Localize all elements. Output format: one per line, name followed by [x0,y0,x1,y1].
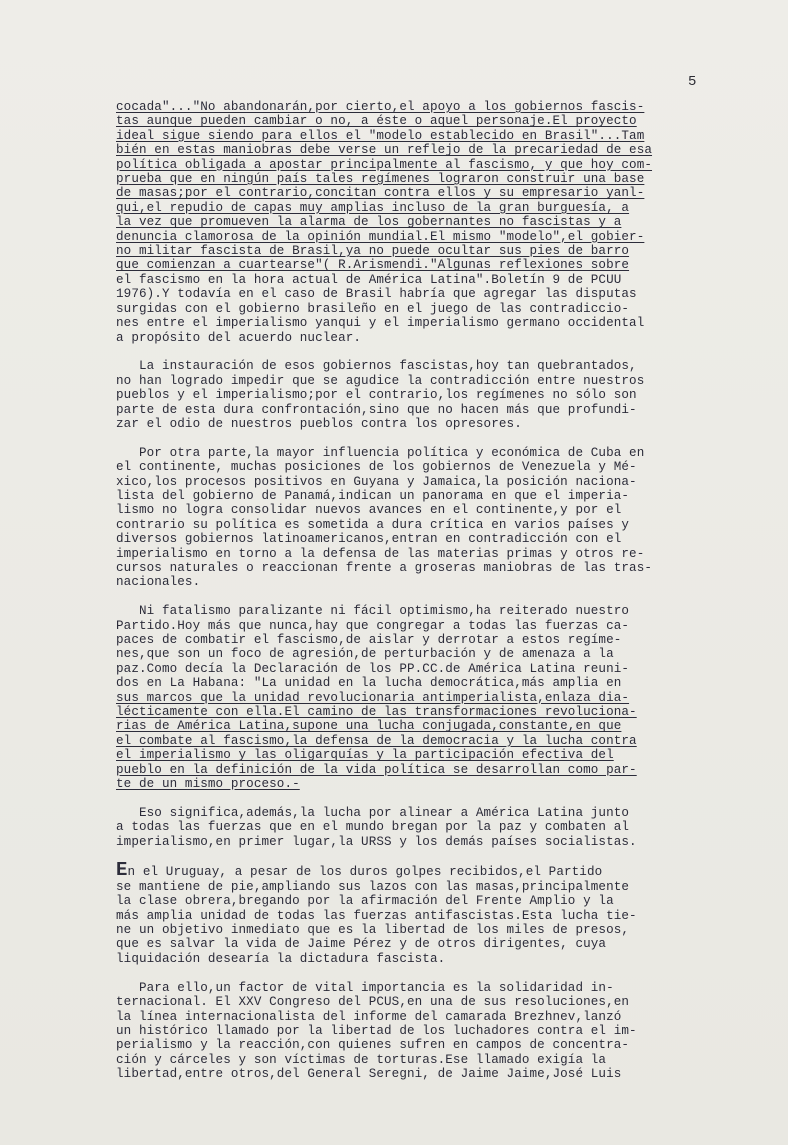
paragraph [116,100,716,345]
text-line: rias de América Latina,supone una lucha conjugada,constante,en que [116,719,622,734]
lead-letter: E [116,859,128,882]
text-line: libertad,entre otros,del General Seregni, de Jaime Jaime,José Luis [116,1067,622,1082]
text-line: un histórico llamado por la libertad de los luchadores contra el im- [116,1023,637,1038]
text-line: se mantiene de pie,ampliando sus lazos con las masas,principalmente [116,879,630,894]
text-line: 1976).Y todavía en el caso de Brasil habría que agregar las disputas [116,287,637,302]
text-line: qui,el repudio de capas muy amplias incluso de la gran burguesía, a [116,200,630,215]
text-line: prueba que en ningún país tales regímenes lograron construir una base [116,172,645,187]
text-line: lécticamente con ella.El camino de las transformaciones revoluciona- [116,705,637,720]
text-line: a todas las fuerzas que en el mundo bregan por la paz y combaten al [116,820,630,835]
text-line: liquidación desearía la dictadura fascista. [116,951,446,966]
paragraph [116,806,716,849]
text-line: sus marcos que la unidad revolucionaria antimperialista,enlaza dia- [116,690,630,705]
text-line: La instauración de esos gobiernos fascistas,hoy tan quebrantados, [116,359,637,374]
text-line: la vez que promueven la alarma de los gobernantes no fascistas y a [116,215,622,230]
paragraph [116,446,716,590]
text-line: el imperialismo y las oligarquías y la participación efectiva del [116,748,614,763]
text-line: ideal sigue siendo para ellos el "modelo establecido en Brasil"...Tam [116,128,645,143]
paragraph [116,981,716,1082]
text-line [116,859,716,882]
text-line: más amplia unidad de todas las fuerzas antifascistas.Esta lucha tie- [116,908,637,923]
paragraph [116,359,716,431]
text-line: zar el odio de nuestros pueblos contra los opresores. [116,416,522,431]
text-line: perialismo y la reacción,con quienes sufren en campos de concentra- [116,1038,630,1053]
text-line: pueblo en la definición de la vida política se desarrollan como par- [116,762,637,777]
text-line: imperialismo,en primer lugar,la URSS y los demás países socialistas. [116,834,637,849]
text-line: contrario su política es sometida a dura crítica en varios países y [116,517,630,532]
text-line: nacionales. [116,575,201,590]
page-number: 5 [688,74,697,90]
text-line: te de un mismo proceso.- [116,777,300,792]
text-line-rest: n el Uruguay, a pesar de los duros golpes recibidos,el Partido [127,865,603,880]
text-line: lismo no logra consolidar nuevos avances en el continente,y por el [116,503,622,518]
text-line: parte de esta dura confrontación,sino que no hacen más que profundi- [116,402,637,417]
text-line: paz.Como decía la Declaración de los PP.CC.de América Latina reuni- [116,661,630,676]
text-line: imperialismo en torno a la defensa de las materias primas y otros re- [116,546,645,561]
text-line: pueblos y el imperialismo;por el contrario,los regímenes no sólo son [116,388,637,403]
text-line: el continente, muchas posiciones de los gobiernos de Venezuela y Mé- [116,460,637,475]
text-line: nes,que son un foco de agresión,de perturbación y de amenaza a la [116,647,614,662]
text-line: que comienzan a cuartearse"( R.Arismendi."Algunas reflexiones sobre [116,258,630,273]
text-line: el fascismo en la hora actual de América Latina".Boletín 9 de PCUU [116,272,622,287]
text-line: política obligada a apostar principalmente al fascismo, y que hoy com- [116,157,653,172]
text-line: ternacional. El XXV Congreso del PCUS,en una de sus resoluciones,en [116,995,630,1010]
text-line: dos en La Habana: "La unidad en la lucha democrática,más amplia en [116,676,622,691]
text-line: surgidas con el gobierno brasileño en el juego de las contradiccio- [116,301,630,316]
paragraph [116,859,716,966]
paragraph [116,604,716,791]
text-line: no han logrado impedir que se agudice la contradicción entre nuestros [116,373,645,388]
text-line: Ni fatalismo paralizante ni fácil optimismo,ha reiterado nuestro [116,604,630,619]
text-line: lista del gobierno de Panamá,indican un panorama en que el imperia- [116,488,630,503]
text-line: a propósito del acuerdo nuclear. [116,330,362,345]
text-line: Partido.Hoy más que nunca,hay que congregar a todas las fuerzas ca- [116,618,630,633]
text-line: tas aunque pueden cambiar o no, a éste o aquel personaje.El proyecto [116,114,637,129]
document-body [116,100,716,1096]
text-line: cursos naturales o reaccionan frente a groseras maniobras de las tras- [116,560,653,575]
text-line: ne un objetivo inmediato que es la libertad de los miles de presos, [116,923,630,938]
text-line: de masas;por el contrario,concitan contra ellos y su empresario yanl- [116,186,645,201]
text-line: diversos gobiernos latinoamericanos,entran en contradicción con el [116,532,622,547]
text-line: denuncia clamorosa de la opinión mundial.El mismo "modelo",el gobier- [116,229,645,244]
text-line: Por otra parte,la mayor influencia política y económica de Cuba en [116,445,645,460]
text-line: no militar fascista de Brasil,ya no puede ocultar sus pies de barro [116,244,630,259]
text-line: ción y cárceles y son víctimas de torturas.Ese llamado exigía la [116,1052,607,1067]
text-line: cocada"..."No abandonarán,por cierto,el apoyo a los gobiernos fascis- [116,100,645,114]
text-line: Eso significa,además,la lucha por alinear a América Latina junto [116,805,630,820]
text-line: que es salvar la vida de Jaime Pérez y de otros dirigentes, cuya [116,937,607,952]
text-line: xico,los procesos positivos en Guyana y Jamaica,la posición naciona- [116,474,637,489]
text-line: nes entre el imperialismo yanqui y el imperialismo germano occidental [116,316,645,331]
text-line: la línea internacionalista del informe del camarada Brezhnev,lanzó [116,1009,622,1024]
text-line: Para ello,un factor de vital importancia es la solidaridad in- [116,980,614,995]
text-line: la clase obrera,bregando por la afirmación del Frente Amplio y la [116,894,614,909]
text-line: el combate al fascismo,la defensa de la democracia y la lucha contra [116,733,637,748]
text-line: paces de combatir el fascismo,de aislar y derrotar a estos regíme- [116,632,622,647]
text-line: bién en estas maniobras debe verse un reflejo de la precariedad de esa [116,143,653,158]
